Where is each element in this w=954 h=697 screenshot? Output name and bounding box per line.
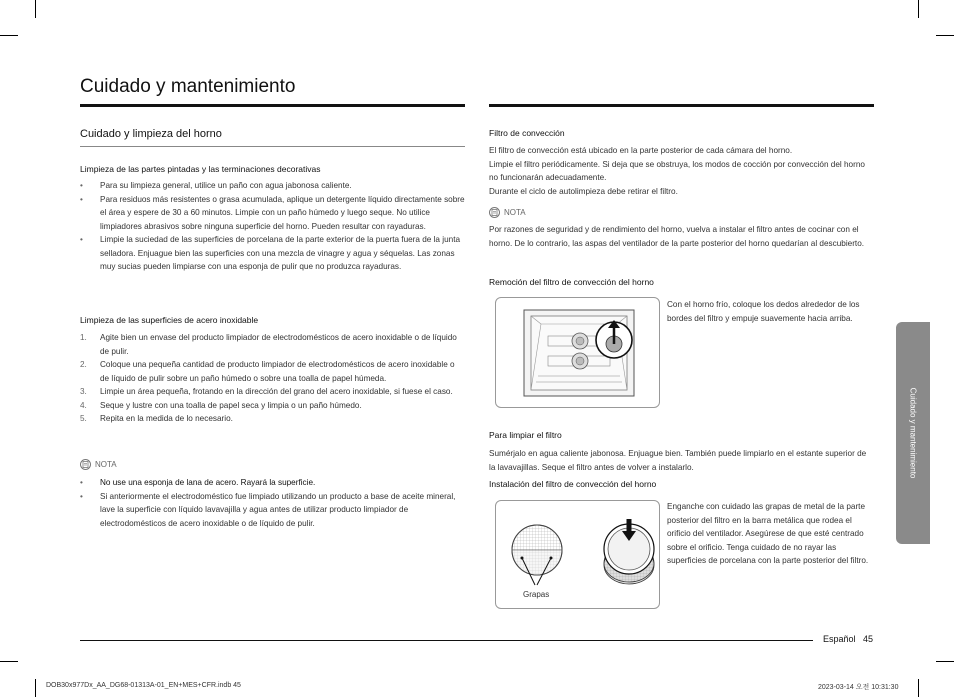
page-number: 45 (863, 634, 874, 644)
print-slug-right: 2023-03-14 오전 10:31:30 (818, 684, 899, 691)
crop-mark (35, 0, 36, 18)
filter-heading: Filtro de convección (489, 128, 565, 138)
list-item: • No use una esponja de lana de acero. Rayará la superficie. (80, 478, 316, 487)
list-item: • Para su limpieza general, utilice un paño con agua jabonosa caliente. (80, 181, 352, 190)
install-heading: Instalación del filtro de convección del horno (489, 479, 657, 489)
list-item: • Para residuos más resistentes o grasa acumulada, aplique un detergente líquido directamente sobre el área y espere de 30 a 60 minutos. Limpie con un paño húmedo y luego seque. No utilice limpiadores abrasivos sobre ninguna superficie del horno. Pueden resultar con rayaduras. (80, 194, 465, 231)
crop-mark (918, 679, 919, 697)
painted-list (80, 179, 465, 274)
list-item: 1. Agite bien un envase del producto limpiador de electrodomésticos de acero inoxidable o de líquido de pulir. (80, 333, 457, 356)
footer-rule (80, 640, 813, 641)
title-rule-left (80, 104, 465, 107)
filter-text: El filtro de convección está ubicado en la parte posterior de cada cámara del horno. Limpie el filtro periódicamente. Si deja que se obstruya, los modos de cocción por convección del horno no funcionarán adecuadamente. Durante el ciclo de autolimpieza debe retirar el filtro. (489, 146, 865, 196)
filter-install-figure (495, 500, 660, 609)
crop-mark (0, 35, 18, 36)
list-item: 4. Seque y lustre con una toalla de papel seca y limpia o un paño húmedo. (80, 400, 362, 410)
list-item: 2. Coloque una pequeña cantidad de producto limpiador de electrodomésticos de acero inoxidable o de líquido de pulir sobre un paño húmedo o sobre una toalla de papel húmeda. (80, 360, 455, 383)
side-tab-label: Cuidado y mantenimiento (908, 387, 918, 479)
crop-mark (35, 679, 36, 697)
list-item: • Limpie la suciedad de las superficies de porcelana de la parte exterior de la puerta fuera de la junta selladora. Enjuague bien las superficies con una mezcla de vinagre y agua y séquelas. Las zonas muy sucias pueden limpiarse con una esponja de pulir que no produzca rayaduras. (80, 235, 461, 271)
list-item: 3. Limpie un área pequeña, frotando en la dirección del grano del acero inoxidable, si fuese el caso. (80, 387, 453, 396)
page-title: Cuidado y mantenimiento (80, 76, 296, 97)
title-rule-right (489, 104, 874, 107)
painted-heading: Limpieza de las partes pintadas y las terminaciones decorativas (80, 164, 321, 174)
note-label-left: NOTA (80, 459, 117, 470)
section-title: Cuidado y limpieza del horno (80, 128, 222, 140)
crop-mark (936, 661, 954, 662)
note-icon (489, 207, 500, 218)
note-list-left (80, 476, 465, 530)
footer-language: Español (823, 634, 856, 644)
steel-heading: Limpieza de las superficies de acero inoxidable (80, 315, 259, 325)
removal-text: Con el horno frío, coloque los dedos alrededor de los bordes del filtro y empuje suavemente hacia arriba. (667, 300, 860, 323)
install-text: Enganche con cuidado las grapas de metal de la parte posterior del filtro en la barra metálica que rodea el orificio del ventilador. Asegúrese de que esté centrado sobre el orificio. Tenga cuidado de no rayar las superficies de porcelana con la parte posterior del filtro. (667, 502, 869, 565)
note-icon (80, 459, 91, 470)
note-label-right: NOTA (489, 207, 526, 218)
oven-filter-removal-figure (495, 297, 660, 408)
clean-text: Sumérjalo en agua caliente jabonosa. Enjuague bien. También puede limpiarlo en el estante superior de la lavavajillas. Seque el filtro antes de volver a instalarlo. (489, 449, 867, 472)
side-tab (896, 322, 930, 544)
crop-mark (936, 35, 954, 36)
print-slug-left: DOB30x977Dx_AA_DG68-01313A-01_EN+MES+CFR.indb 45 (46, 682, 241, 689)
removal-heading: Remoción del filtro de convección del horno (489, 277, 654, 287)
clean-heading: Para limpiar el filtro (489, 430, 562, 440)
page-info (823, 634, 873, 644)
crop-mark (0, 661, 18, 662)
crop-mark (918, 0, 919, 18)
section-rule (80, 146, 465, 147)
grapas-label: Grapas (523, 590, 550, 599)
list-item: 5. Repita en la medida de lo necesario. (80, 414, 233, 423)
steel-steps (80, 331, 465, 426)
note-text-right: Por razones de seguridad y de rendimiento del horno, vuelva a instalar el filtro antes de cocinar con el horno. De lo contrario, las aspas del ventilador de la parte posterior del horno quedarían al descubierto. (489, 225, 865, 248)
list-item: • Si anteriormente el electrodoméstico fue limpiado utilizando un producto a base de aceite mineral, lave la superficie con líquido lavavajilla y agua antes de utilizar producto limpiador de electrodomésticos de acero inoxidable o de líquido de pulir. (80, 491, 456, 528)
